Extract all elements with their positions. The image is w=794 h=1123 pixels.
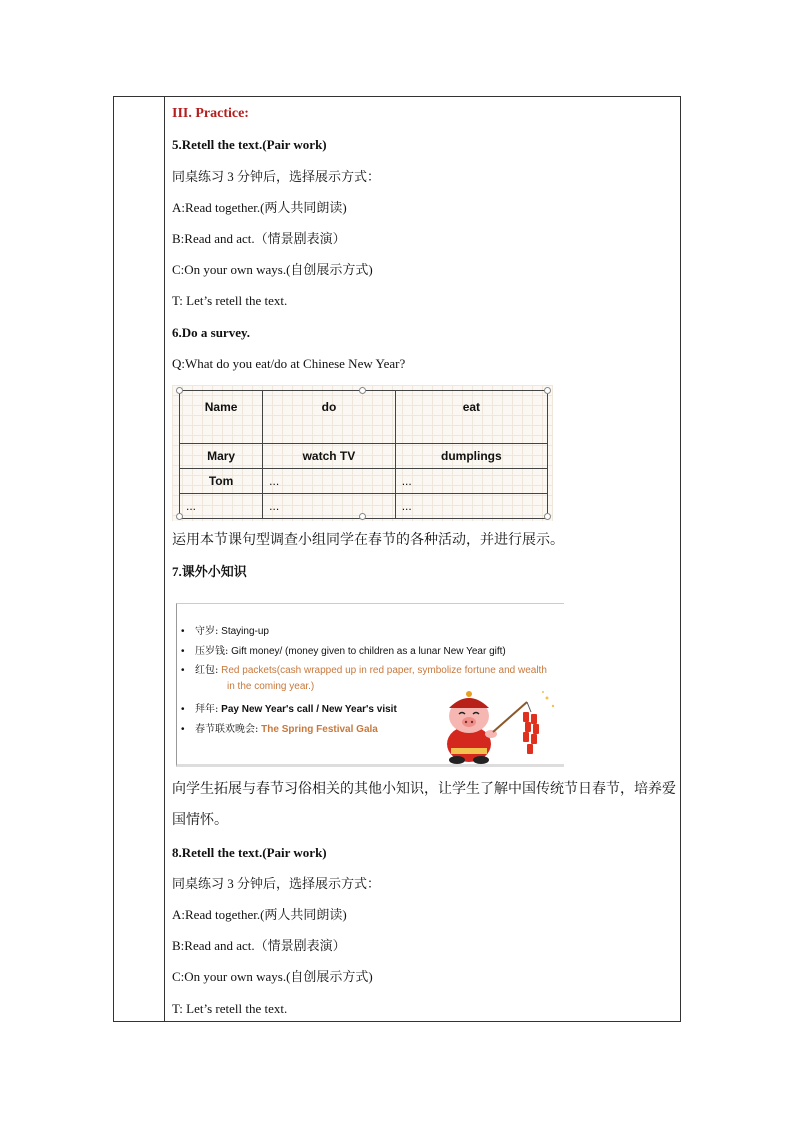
survey-cell: ... — [263, 494, 396, 519]
part8-teacher-line: T: Let’s retell the text. — [172, 1001, 288, 1016]
survey-row — [180, 469, 548, 494]
knowledge-slide — [176, 603, 564, 767]
part5-option-b: B:Read and act.（情景剧表演） — [172, 231, 346, 246]
survey-cell: ... — [180, 494, 263, 519]
resize-handle[interactable] — [359, 387, 366, 394]
bullet-icon: • — [181, 626, 185, 637]
part7-title: 7.课外小知识 — [172, 564, 247, 579]
resize-handle[interactable] — [176, 513, 183, 520]
knowledge-item: • 红包: Red packets(cash wrapped up in red paper, symbolize fortune and wealth — [181, 665, 547, 676]
lesson-table — [113, 96, 681, 1022]
bullet-icon: • — [181, 665, 185, 676]
resize-handle[interactable] — [359, 513, 366, 520]
survey-table-image — [172, 385, 553, 521]
part8-option-c: C:On your own ways.(自创展示方式) — [172, 969, 373, 984]
survey-cell: ... — [263, 469, 396, 494]
survey-row — [180, 444, 548, 469]
pig-mascot-icon — [439, 688, 559, 764]
survey-cell: watch TV — [263, 444, 396, 469]
part5-teacher-line: T: Let’s retell the text. — [172, 293, 288, 308]
bullet-icon: • — [181, 646, 185, 657]
resize-handle[interactable] — [544, 387, 551, 394]
part5-title: 5.Retell the text.(Pair work) — [172, 137, 327, 152]
part6-question: Q:What do you eat/do at Chinese New Year? — [172, 356, 406, 371]
resize-handle[interactable] — [176, 387, 183, 394]
part8-option-a: A:Read together.(两人共同朗读) — [172, 907, 347, 922]
knowledge-image — [172, 595, 563, 767]
part6-note: 运用本节课句型调查小组同学在春节的各种活动，并进行展示。 — [172, 533, 564, 548]
survey-header-row — [180, 391, 548, 444]
knowledge-item: • 拜年: Pay New Year's call / New Year's visit — [181, 704, 397, 715]
part8-title: 8.Retell the text.(Pair work) — [172, 845, 327, 860]
resize-handle[interactable] — [544, 513, 551, 520]
survey-cell: ... — [395, 469, 547, 494]
survey-cell: ... — [395, 494, 547, 519]
survey-header-cell: do — [263, 391, 396, 444]
knowledge-item: • 守岁: Staying-up — [181, 626, 269, 637]
part8-instruction: 同桌练习 3 分钟后，选择展示方式： — [172, 876, 381, 891]
part5-option-a: A:Read together.(两人共同朗读) — [172, 200, 347, 215]
part5-option-c: C:On your own ways.(自创展示方式) — [172, 262, 373, 277]
survey-cell: dumplings — [395, 444, 547, 469]
survey-cell: Mary — [180, 444, 263, 469]
part5-instruction: 同桌练习 3 分钟后，选择展示方式： — [172, 169, 381, 184]
survey-table — [179, 390, 548, 519]
survey-header-cell: Name — [180, 391, 263, 444]
part7-note: 向学生拓展与春节习俗相关的其他小知识，让学生了解中国传统节日春节，培养爱国情怀。 — [172, 782, 676, 828]
bullet-icon: • — [181, 724, 185, 735]
knowledge-item-continued: in the coming year.) — [227, 681, 315, 692]
column-divider — [164, 97, 165, 1021]
knowledge-item: • 压岁钱: Gift money/ (money given to children as a lunar New Year gift) — [181, 646, 506, 657]
part6-title: 6.Do a survey. — [172, 325, 250, 340]
survey-header-cell: eat — [395, 391, 547, 444]
part8-option-b: B:Read and act.（情景剧表演） — [172, 938, 346, 953]
survey-cell: Tom — [180, 469, 263, 494]
section-heading: III. Practice: — [172, 106, 249, 121]
knowledge-item: • 春节联欢晚会: The Spring Festival Gala — [181, 724, 378, 735]
bullet-icon: • — [181, 704, 185, 715]
